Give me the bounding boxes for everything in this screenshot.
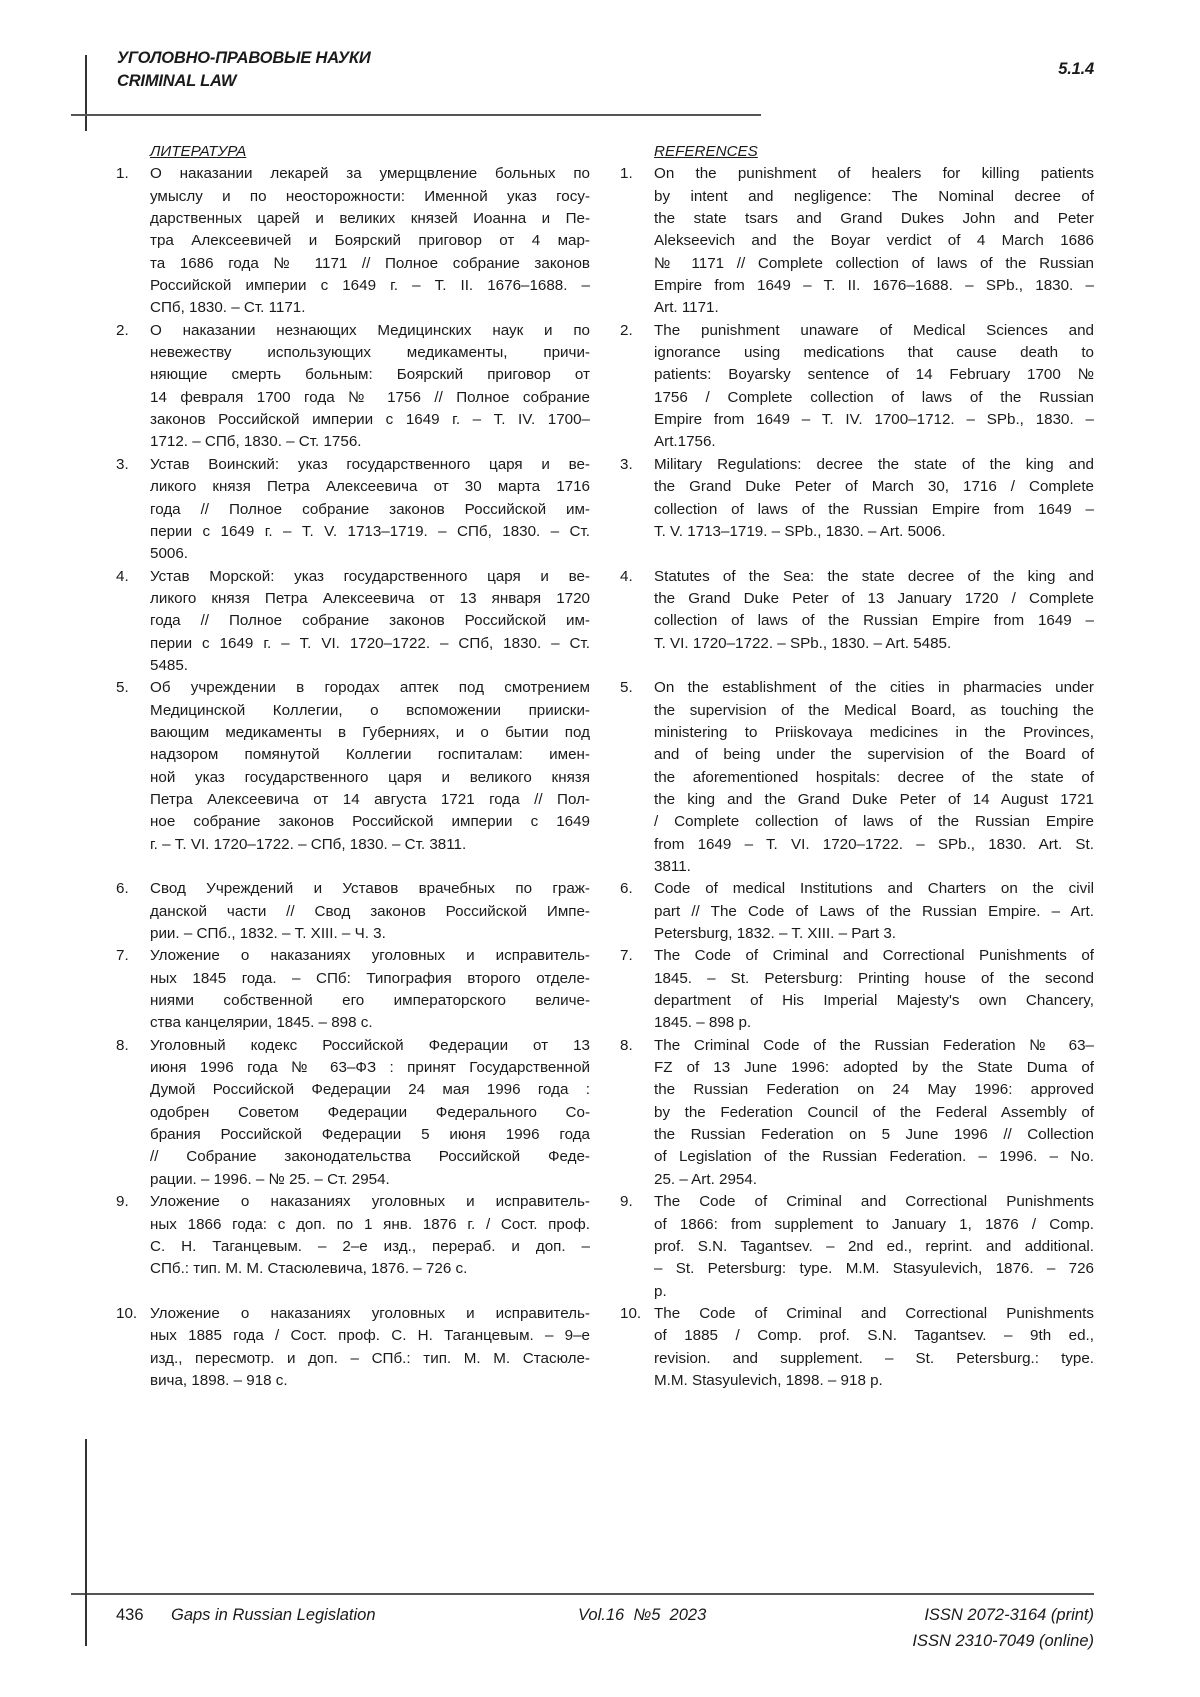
reference-item <box>116 677 606 856</box>
reference-item <box>116 1191 606 1280</box>
reference-line: брания Российской Федерации 5 июня 1996 года <box>150 1124 590 1146</box>
reference-item <box>116 320 606 454</box>
reference-line: та 1686 года № 1171 // Полное собрание законов <box>150 253 590 275</box>
reference-line: ной указ государственного царя и великого князя <box>150 767 590 789</box>
reference-text <box>654 677 1094 878</box>
reference-number: 1. <box>116 163 150 319</box>
reference-number: 5. <box>620 677 654 878</box>
reference-item <box>620 163 1110 319</box>
reference-line: Empire from 1649 – T. II. 1676–1688. – SPb., 1830. – <box>654 275 1094 297</box>
reference-number: 1. <box>620 163 654 319</box>
reference-line: Petersburg, 1832. – T. XIII. – Part 3. <box>654 923 1094 945</box>
reference-text <box>654 320 1094 454</box>
reference-line: ных 1866 года: с доп. по 1 янв. 1876 г. / Сост. проф. <box>150 1214 590 1236</box>
reference-line: patients: Boyarsky sentence of 14 February 1700 № <box>654 364 1094 386</box>
journal-name: Gaps in Russian Legislation <box>171 1606 376 1625</box>
reference-line: the state tsars and Grand Dukes John and Peter <box>654 208 1094 230</box>
reference-text <box>150 1303 590 1392</box>
spacer <box>116 856 606 878</box>
reference-text <box>150 320 590 454</box>
reference-line: the Grand Duke Peter of March 30, 1716 / Complete <box>654 476 1094 498</box>
reference-number: 10. <box>620 1303 654 1392</box>
reference-item <box>116 1035 606 1191</box>
reference-line: Code of medical Institutions and Charters on the civil <box>654 878 1094 900</box>
reference-line: 1712. – СПб, 1830. – Ст. 1756. <box>150 431 590 453</box>
reference-text <box>150 1191 590 1280</box>
reference-line: collection of laws of the Russian Empire from 1649 – <box>654 499 1094 521</box>
reference-line: the Russian Federation on 24 May 1996: approved <box>654 1079 1094 1101</box>
reference-line: prof. S.N. Tagantsev. – 2nd ed., reprint. and additional. <box>654 1236 1094 1258</box>
reference-line: Art. 1171. <box>654 297 1094 319</box>
spacer <box>116 1281 606 1303</box>
reference-line: / Complete collection of laws of the Russian Empire <box>654 811 1094 833</box>
reference-line: the Grand Duke Peter of 13 January 1720 / Complete <box>654 588 1094 610</box>
reference-number: 7. <box>620 945 654 1034</box>
reference-number: 7. <box>116 945 150 1034</box>
reference-line: revision. and supplement. – St. Petersburg.: type. <box>654 1348 1094 1370</box>
reference-text <box>654 1191 1094 1303</box>
reference-line: С. Н. Таганцевым. – 2–е изд., перераб. и доп. – <box>150 1236 590 1258</box>
references-heading-ru: ЛИТЕРАТУРА <box>150 141 606 163</box>
reference-text <box>150 878 590 945</box>
reference-number: 9. <box>620 1191 654 1303</box>
reference-item <box>620 1303 1110 1392</box>
reference-line: Military Regulations: decree the state of the king and <box>654 454 1094 476</box>
reference-line: ниями собственной его императорского величе- <box>150 990 590 1012</box>
reference-item <box>620 566 1110 655</box>
reference-line: О наказании лекарей за умерщвление больных по <box>150 163 590 185</box>
reference-line: The Code of Criminal and Correctional Punishments <box>654 1191 1094 1213</box>
reference-line: ликого князя Петра Алексеевича от 13 января 1720 <box>150 588 590 610</box>
reference-line: Медицинской Коллегии, о вспоможении прииски- <box>150 700 590 722</box>
reference-line: the king and the Grand Duke Peter of 14 August 1721 <box>654 789 1094 811</box>
reference-line: вича, 1898. – 918 с. <box>150 1370 590 1392</box>
reference-line: On the establishment of the cities in pharmacies under <box>654 677 1094 699</box>
reference-item <box>620 320 1110 454</box>
issn-online: ISSN 2310-7049 (online) <box>912 1632 1094 1651</box>
reference-line: невежеству использующих медикаменты, причи- <box>150 342 590 364</box>
reference-line: ликого князя Петра Алексеевича от 30 марта 1716 <box>150 476 590 498</box>
reference-line: collection of laws of the Russian Empire from 1649 – <box>654 610 1094 632</box>
reference-line: года // Полное собрание законов Российской им- <box>150 499 590 521</box>
reference-line: изд., пересмотр. и доп. – СПб.: тип. М. М. Стасюле- <box>150 1348 590 1370</box>
reference-number: 3. <box>116 454 150 566</box>
reference-number: 4. <box>116 566 150 678</box>
reference-line: – St. Petersburg: type. M.M. Stasyulevich, 1876. – 726 <box>654 1258 1094 1280</box>
reference-text <box>150 163 590 319</box>
reference-line: Empire from 1649 – T. IV. 1700–1712. – SPb., 1830. – <box>654 409 1094 431</box>
reference-item <box>620 1191 1110 1303</box>
reference-line: Устав Воинский: указ государственного царя и ве- <box>150 454 590 476</box>
reference-line: О наказании незнающих Медицинских наук и по <box>150 320 590 342</box>
reference-line: Думой Российской Федерации 24 мая 1996 года : <box>150 1079 590 1101</box>
reference-item <box>116 1303 606 1392</box>
reference-text <box>654 454 1094 543</box>
reference-line: Свод Учреждений и Уставов врачебных по граж- <box>150 878 590 900</box>
reference-line: The punishment unaware of Medical Sciences and <box>654 320 1094 342</box>
reference-line: and of being under the supervision of the Board of <box>654 744 1094 766</box>
reference-line: the aforementioned hospitals: decree of the state of <box>654 767 1094 789</box>
reference-line: няющие смерть больным: Боярский приговор от <box>150 364 590 386</box>
reference-item <box>620 677 1110 878</box>
reference-item <box>620 945 1110 1034</box>
reference-item <box>116 945 606 1034</box>
reference-line: Российской империи с 1649 г. – Т. II. 1676–1688. – <box>150 275 590 297</box>
reference-line: Уложение о наказаниях уголовных и исправитель- <box>150 1303 590 1325</box>
reference-number: 10. <box>116 1303 150 1392</box>
reference-line: The Code of Criminal and Correctional Punishments of <box>654 945 1094 967</box>
reference-line: ministering to Priiskovaya medicines in the Provinces, <box>654 722 1094 744</box>
references-ru <box>116 141 606 1392</box>
reference-line: Statutes of the Sea: the state decree of the king and <box>654 566 1094 588</box>
reference-line: года // Полное собрание законов Российской им- <box>150 610 590 632</box>
section-code: 5.1.4 <box>1058 60 1094 79</box>
reference-line: The Criminal Code of the Russian Federation № 63– <box>654 1035 1094 1057</box>
reference-line: г. – Т. VI. 1720–1722. – СПб, 1830. – Ст. 3811. <box>150 834 590 856</box>
spacer <box>620 543 1110 565</box>
reference-line: перии с 1649 г. – Т. V. 1713–1719. – СПб, 1830. – Ст. <box>150 521 590 543</box>
reference-line: On the punishment of healers for killing patients <box>654 163 1094 185</box>
references-en <box>620 141 1110 1392</box>
reference-item <box>620 878 1110 945</box>
reference-number: 2. <box>116 320 150 454</box>
reference-line: of 1866: from supplement to January 1, 1876 / Comp. <box>654 1214 1094 1236</box>
reference-line: from 1649 – T. VI. 1720–1722. – SPb., 1830. Art. St. <box>654 834 1094 856</box>
reference-line: дарственных царей и великих князей Иоанна и Пе- <box>150 208 590 230</box>
reference-number: 8. <box>620 1035 654 1191</box>
reference-text <box>150 454 590 566</box>
reference-number: 8. <box>116 1035 150 1191</box>
reference-line: p. <box>654 1281 1094 1303</box>
references-heading-en: REFERENCES <box>654 141 1110 163</box>
reference-line: ства канцелярии, 1845. – 898 с. <box>150 1012 590 1034</box>
reference-line: ное собрание законов Российской империи с 1649 <box>150 811 590 833</box>
reference-line: № 1171 // Complete collection of laws of the Russian <box>654 253 1094 275</box>
reference-item <box>620 1035 1110 1191</box>
reference-line: Уложение о наказаниях уголовных и исправитель- <box>150 1191 590 1213</box>
reference-line: T. VI. 1720–1722. – SPb., 1830. – Art. 5485. <box>654 633 1094 655</box>
reference-line: M.M. Stasyulevich, 1898. – 918 p. <box>654 1370 1094 1392</box>
header-rule-vertical <box>85 55 87 131</box>
section-title-ru: УГОЛОВНО-ПРАВОВЫЕ НАУКИ <box>117 49 371 68</box>
reference-number: 6. <box>116 878 150 945</box>
reference-line: вающим медикаменты в Губерниях, и о бытии под <box>150 722 590 744</box>
reference-text <box>150 945 590 1034</box>
reference-text <box>150 566 590 678</box>
reference-item <box>116 566 606 678</box>
reference-line: рации. – 1996. – № 25. – Ст. 2954. <box>150 1169 590 1191</box>
reference-line: СПб.: тип. М. М. Стасюлевича, 1876. – 726 с. <box>150 1258 590 1280</box>
reference-line: of Legislation of the Russian Federation. – 1996. – No. <box>654 1146 1094 1168</box>
issn-print: ISSN 2072-3164 (print) <box>924 1606 1094 1625</box>
reference-line: FZ of 13 June 1996: adopted by the State Duma of <box>654 1057 1094 1079</box>
reference-line: // Собрание законодательства Российской Феде- <box>150 1146 590 1168</box>
reference-line: одобрен Советом Федерации Федерального Со- <box>150 1102 590 1124</box>
reference-line: 25. – Art. 2954. <box>654 1169 1094 1191</box>
section-title-en: CRIMINAL LAW <box>117 72 236 91</box>
reference-item <box>116 878 606 945</box>
reference-number: 6. <box>620 878 654 945</box>
reference-line: 3811. <box>654 856 1094 878</box>
reference-line: Уложение о наказаниях уголовных и исправитель- <box>150 945 590 967</box>
reference-line: 1845. – 898 p. <box>654 1012 1094 1034</box>
page-number: 436 <box>116 1606 144 1625</box>
reference-number: 2. <box>620 320 654 454</box>
reference-line: Alekseevich and the Boyar verdict of 4 March 1686 <box>654 230 1094 252</box>
reference-line: of 1885 / Comp. prof. S.N. Tagantsev. – 9th ed., <box>654 1325 1094 1347</box>
reference-number: 4. <box>620 566 654 655</box>
footer-rule-vertical <box>85 1439 87 1646</box>
issue-info: Vol.16 №5 2023 <box>578 1606 706 1625</box>
reference-line: рии. – СПб., 1832. – Т. XIII. – Ч. 3. <box>150 923 590 945</box>
reference-number: 5. <box>116 677 150 856</box>
reference-line: ных 1845 года. – СПб: Типография второго отделе- <box>150 968 590 990</box>
reference-line: Art.1756. <box>654 431 1094 453</box>
reference-line: 1756 / Complete collection of laws of the Russian <box>654 387 1094 409</box>
reference-line: ignorance using medications that cause death to <box>654 342 1094 364</box>
header-rule <box>71 114 761 116</box>
reference-text <box>654 163 1094 319</box>
footer-rule <box>71 1593 1094 1595</box>
reference-line: by the Federation Council of the Federal Assembly of <box>654 1102 1094 1124</box>
reference-text <box>150 1035 590 1191</box>
reference-text <box>654 566 1094 655</box>
reference-line: июня 1996 года № 63–ФЗ : принят Государственной <box>150 1057 590 1079</box>
reference-line: by intent and negligence: The Nominal decree of <box>654 186 1094 208</box>
reference-number: 9. <box>116 1191 150 1280</box>
reference-line: The Code of Criminal and Correctional Punishments <box>654 1303 1094 1325</box>
reference-text <box>654 1035 1094 1191</box>
reference-line: данской части // Свод законов Российской Импе- <box>150 901 590 923</box>
reference-line: 5485. <box>150 655 590 677</box>
reference-item <box>620 454 1110 543</box>
reference-text <box>654 945 1094 1034</box>
reference-line: the Russian Federation on 5 June 1996 // Collection <box>654 1124 1094 1146</box>
reference-line: перии с 1649 г. – Т. VI. 1720–1722. – СПб, 1830. – Ст. <box>150 633 590 655</box>
reference-line: part // The Code of Laws of the Russian Empire. – Art. <box>654 901 1094 923</box>
reference-line: Петра Алексеевича от 14 августа 1721 года // Пол- <box>150 789 590 811</box>
reference-line: Устав Морской: указ государственного царя и ве- <box>150 566 590 588</box>
reference-line: тра Алексеевичей и Боярский приговор от 4 мар- <box>150 230 590 252</box>
reference-line: 5006. <box>150 543 590 565</box>
reference-text <box>654 1303 1094 1392</box>
reference-line: Об учреждении в городах аптек под смотрением <box>150 677 590 699</box>
reference-line: умыслу и по неосторожности: Именной указ госу- <box>150 186 590 208</box>
reference-text <box>654 878 1094 945</box>
reference-line: department of His Imperial Majesty's own Chancery, <box>654 990 1094 1012</box>
spacer <box>620 655 1110 677</box>
reference-line: 1845. – St. Petersburg: Printing house of the second <box>654 968 1094 990</box>
reference-line: ных 1885 года / Сост. проф. С. Н. Таганцевым. – 9–е <box>150 1325 590 1347</box>
reference-line: T. V. 1713–1719. – SPb., 1830. – Art. 5006. <box>654 521 1094 543</box>
reference-line: 14 февраля 1700 года № 1756 // Полное собрание <box>150 387 590 409</box>
reference-text <box>150 677 590 856</box>
reference-item <box>116 454 606 566</box>
reference-number: 3. <box>620 454 654 543</box>
reference-line: Уголовный кодекс Российской Федерации от 13 <box>150 1035 590 1057</box>
reference-line: законов Российской империи с 1649 г. – Т. IV. 1700– <box>150 409 590 431</box>
reference-line: надзором помянутой Коллегии госпиталам: имен- <box>150 744 590 766</box>
reference-line: the supervision of the Medical Board, as touching the <box>654 700 1094 722</box>
reference-line: СПб, 1830. – Ст. 1171. <box>150 297 590 319</box>
reference-item <box>116 163 606 319</box>
